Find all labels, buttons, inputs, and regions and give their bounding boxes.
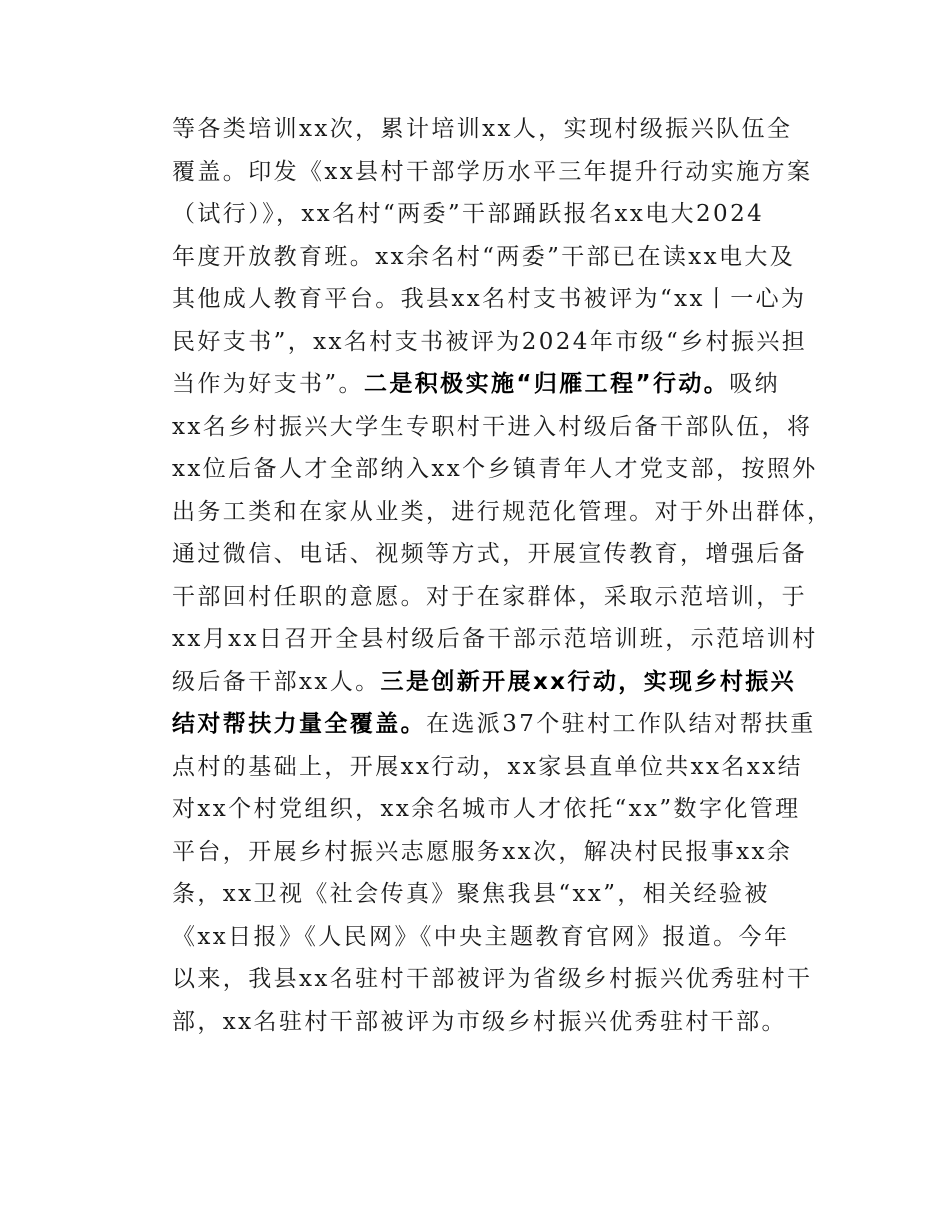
text-line [172, 236, 812, 279]
text-line [172, 1001, 812, 1044]
text-line [172, 788, 812, 831]
text-line [172, 151, 812, 194]
text-run: 干部回村任职的意愿。对于在家群体，采取示范培训，于 [172, 583, 807, 610]
text-run: 民好支书”，xx名村支书被评为2024年市级“乡村振兴担 [172, 328, 808, 355]
text-line [172, 321, 812, 364]
text-run: 其他成人教育平台。我县xx名村支书被评为“xx丨一心为 [172, 286, 807, 312]
text-line [172, 278, 812, 321]
text-line [172, 873, 812, 916]
text-line [172, 448, 818, 491]
bold-heading-run: 三是创新开展xx行动，实现乡村振兴 [380, 668, 797, 695]
text-line [172, 661, 812, 704]
text-line [172, 406, 812, 449]
text-run: xx月xx日召开全县村级后备干部示范培训班，示范培训村 [172, 626, 818, 652]
text-line [172, 363, 812, 406]
text-run: 条，xx卫视《社会传真》聚焦我县“xx”，相关经验被 [172, 881, 770, 907]
bold-heading-run: 结对帮扶力量全覆盖。 [172, 711, 426, 737]
text-run: 《xx日报》《人民网》《中央主题教育官网》报道。今年 [172, 923, 790, 950]
text-line [172, 618, 818, 661]
text-line [172, 831, 812, 874]
text-run: 点村的基础上，开展xx行动，xx家县直单位共xx名xx结 [172, 753, 803, 780]
text-line [172, 746, 812, 789]
body-paragraph [172, 108, 833, 1043]
text-line [172, 958, 812, 1001]
text-line [172, 533, 812, 576]
text-line [172, 491, 833, 534]
text-run: 级后备干部xx人。 [172, 668, 381, 695]
text-run: 吸纳 [729, 371, 781, 397]
text-line [172, 703, 816, 746]
text-run: 平台，开展乡村振兴志愿服务xx次，解决村民报事xx余 [172, 838, 793, 865]
text-run: 通过微信、电话、视频等方式，开展宣传教育，增强后备 [172, 541, 807, 567]
text-run: xx名乡村振兴大学生专职村干进入村级后备干部队伍，将 [172, 413, 813, 440]
text-line [172, 576, 812, 619]
text-run: xx位后备人才全部纳入xx个乡镇青年人才党支部，按照外 [172, 456, 818, 482]
text-line [172, 916, 812, 959]
text-run: 等各类培训xx次，累计培训xx人，实现村级振兴队伍全 [172, 116, 793, 142]
text-run: 部，xx名驻村干部被评为市级乡村振兴优秀驻村干部。 [172, 1008, 787, 1035]
text-run: 对xx个村党组织，xx余名城市人才依托“xx”数字化管理 [172, 796, 801, 822]
text-run: 在选派37个驻村工作队结对帮扶重 [426, 711, 816, 737]
text-run: （试行）》，xx名村“两委”干部踊跃报名xx电大2024 [172, 201, 765, 227]
text-run: 出务工类和在家从业类，进行规范化管理。对于外出群体， [172, 498, 833, 525]
bold-heading-run: 二是积极实施“归雁工程”行动。 [363, 371, 730, 397]
text-run: 当作为好支书”。 [172, 371, 364, 397]
text-run: 覆盖。印发《xx县村干部学历水平三年提升行动实施方案 [172, 158, 813, 185]
text-line [172, 193, 812, 236]
text-run: 年度开放教育班。xx余名村“两委”干部已在读xx电大及 [172, 243, 796, 270]
text-line [172, 108, 812, 151]
text-run: 以来，我县xx名驻村干部被评为省级乡村振兴优秀驻村干 [172, 966, 813, 992]
